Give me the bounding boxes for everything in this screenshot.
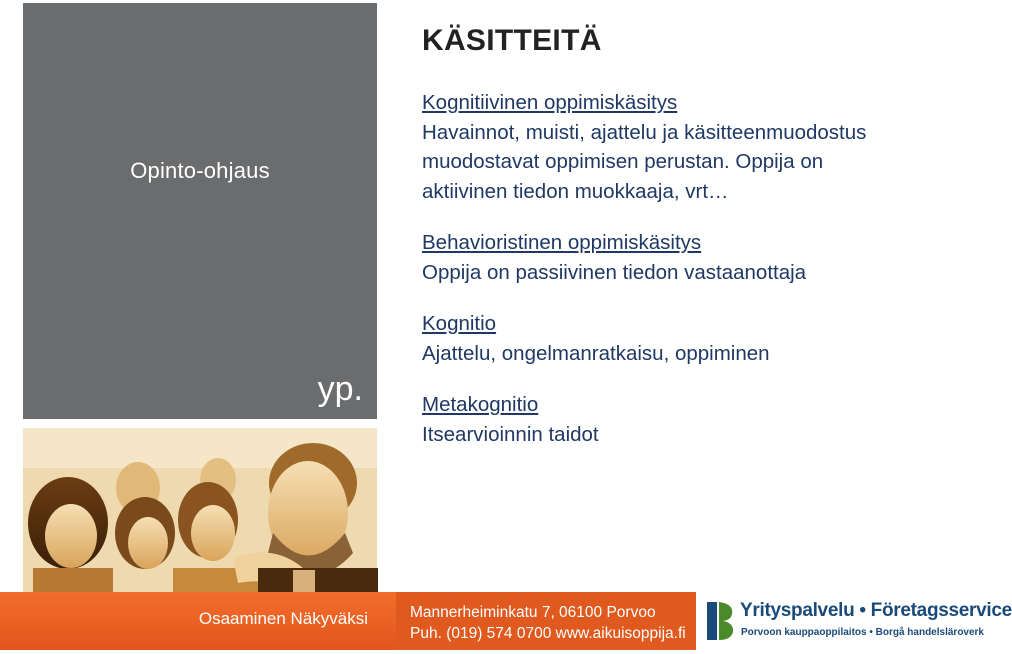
- sidebar-panel: [23, 3, 377, 419]
- concept-term: Kognitio: [422, 312, 497, 335]
- concept-term: Behavioristinen oppimiskäsitys: [422, 231, 702, 254]
- logo-subtitle: Porvoon kauppaoppilaitos • Borgå handelsläroverk: [741, 627, 984, 638]
- sidebar-abbreviation: yp.: [317, 370, 363, 408]
- footer-bar: [0, 592, 1012, 650]
- concept-description: Ajattelu, ongelmanratkaisu, oppiminen: [422, 341, 770, 365]
- footer-slogan: Osaaminen Näkyväksi: [198, 609, 368, 628]
- audience-photo: [23, 428, 377, 606]
- concept-behaviorist: [422, 228, 942, 287]
- logo-name: Yrityspalvelu • Företagsservice: [740, 600, 1012, 621]
- footer-address-line: Mannerheiminkatu 7, 06100 Porvoo: [410, 604, 656, 621]
- sidebar-title: Opinto-ohjaus: [130, 158, 270, 183]
- footer-slogan-area: [0, 592, 396, 650]
- audience-photo-illustration: [23, 428, 377, 606]
- slide-content: [422, 24, 942, 471]
- concept-cognitive: [422, 88, 942, 206]
- concept-description: Oppija on passiivinen tiedon vastaanottaja: [422, 260, 807, 284]
- concept-description: Itsearvioinnin taidot: [422, 422, 599, 446]
- footer-address: [410, 602, 686, 644]
- slide-title: KÄSITTEITÄ: [422, 24, 602, 57]
- concept-term: Kognitiivinen oppimiskäsitys: [422, 91, 678, 114]
- concept-term: Metakognitio: [422, 393, 539, 416]
- concept-description: Havainnot, muisti, ajattelu ja käsitteenmuodostus muodostavat oppimisen perustan. Oppija on aktiivinen tiedon muokkaaja, vrt…: [422, 120, 867, 203]
- concept-metacognition: [422, 390, 942, 449]
- footer-contact: [396, 592, 696, 650]
- footer-phone-web: Puh. (019) 574 0700 www.aikuisoppija.fi: [410, 625, 686, 642]
- footer-logo: [696, 592, 1012, 650]
- concept-cognition: [422, 309, 942, 368]
- logo-icon: [704, 598, 736, 644]
